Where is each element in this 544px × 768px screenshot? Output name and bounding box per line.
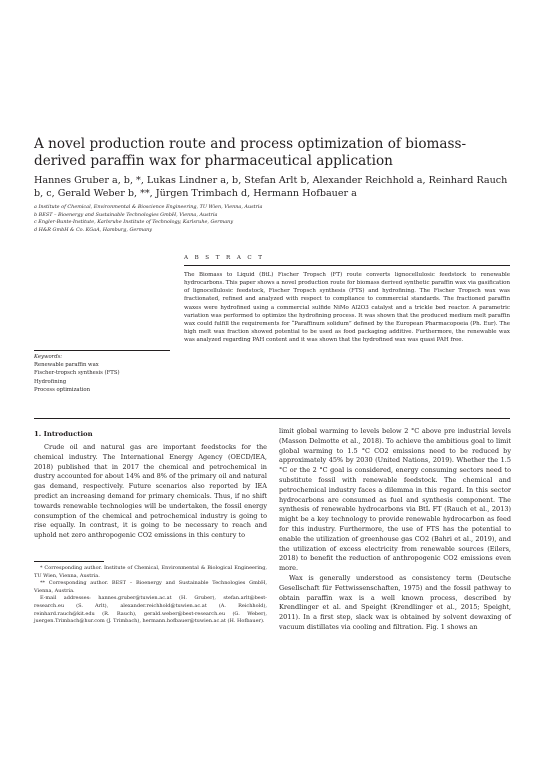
affiliation-a: a Institute of Chemical, Environmental & Bioscience Engineering, TU Wien, Vienna, Austria [34, 204, 263, 210]
section-heading-introduction: 1. Introduction [34, 430, 93, 438]
keyword-item: Process optimization [34, 386, 90, 393]
keywords-block [34, 353, 174, 394]
footnote-corresponding-2: ** Corresponding author. BEST – Bioenergy and Sustainable Technologies GmbH, Vienna, Austria. [34, 580, 267, 594]
introduction-paragraph-3: Wax is generally understood as consistency term (Deutsche Gesellschaft für Fettwissenschaften, 1975) and the fossil pathway to obtain paraffin wax is a well known process, described by Krendlinger et al. and Speight (Krendlinger et al., 2015; Speight, 2011). In a first step, slack wax is obtained by solvent dewaxing of vacuum distillates via cooling and filtration. Fig. 1 shows an [279, 573, 511, 631]
article-title: A novel production route and process optimization of biomass-derived paraffin wax for pharmaceutical application [34, 136, 467, 169]
footnote-emails: E-mail addresses: hannes.gruber@tuwien.ac.at (H. Gruber), stefan.arlt@best-research.eu (S. Arlt), alexander.reichhold@tuwien.ac.at (A. Reichhold), reinhard.rauch@kit.edu (R. Rauch), gerald.weber@best-research.eu (G. Weber), juergen.Trimbach@hur.com (J. Trimbach), hermann.hofbauer@tuwien.ac.at (H. Hofbauer). [34, 595, 267, 625]
footnote-corresponding-1: * Corresponding author. Institute of Chemical, Environmental & Biological Engineering, TU Wien, Vienna, Austria. [34, 565, 267, 579]
author-list: Hannes Gruber a, b, *, Lukas Lindner a, b, Stefan Arlt b, Alexander Reichhold a, Reinhard Rauch b, c, Gerald Weber b, **, Jürgen Trimbach d, Hermann Hofbauer a [34, 175, 508, 199]
affiliations [34, 204, 514, 234]
abstract-divider [184, 265, 510, 266]
footnote-divider [34, 561, 104, 562]
keyword-item: Renewable paraffin wax [34, 362, 99, 369]
abstract-heading: A B S T R A C T [184, 255, 265, 261]
keywords-divider [34, 350, 170, 351]
affiliation-b: b BEST – Bioenergy and Sustainable Technologies GmbH, Vienna, Austria [34, 211, 218, 218]
section-divider [34, 418, 510, 419]
abstract-text: The Biomass to Liquid (BtL) Fischer Tropsch (FT) route converts lignocellulosic feedstock to renewable hydrocarbons. This paper shows a novel production route for biomass derived synthetic paraffin wax via gasification of lignocellulosic feedstock, Fischer Tropsch synthesis (FTS) and hydrofining. The Fischer Tropsch wax was fractionated, refined and analyzed with respect to compliance to commercial standards. The fractioned paraffin waxes were hydrofined using a commercial sulfide NiMo Al2O3 catalyst and a trickle bed reactor. A parametric variation was performed to optimize the hydrofining process. It was shown that the produced medium melt paraffin wax could fulfill the requirements for “Paraffinum solidum” defined by the European Pharmacopoeia (Ph. Eur). The high melt wax fraction showed potential to be used as food packaging additive. Furthermore, the renewable wax was analyzed regarding PAH content and it was shown that the hydrofined wax was quasi PAH free. [184, 272, 510, 344]
keyword-item: Fischer-tropsch synthesis (FTS) [34, 370, 120, 377]
keyword-item: Hydrofining [34, 378, 67, 385]
affiliation-d: d H&R GmbH & Co. KGaA, Hamburg, Germany [34, 226, 153, 233]
right-column [279, 427, 511, 633]
introduction-paragraph-1: Crude oil and natural gas are important feedstocks for the chemical industry. The International Energy Agency (OECD/IEA, 2018) published that in 2017 the chemical and petrochemical in dustry accounted for about 14% and 8% of the primary oil and natural gas demand, respectively. Future scenarios also reported by IEA predict an increasing demand for primary chemicals. Thus, if no shift towards renewable technologies will be undertaken, the fossil energy consumption of the chemical and petrochemical industry is going to rise equally. In contrast, it is going to be necessary to reach and uphold net zero anthropogenic CO2 emissions in this century to [34, 443, 267, 540]
introduction-paragraph-2: limit global warming to levels below 2 °C above pre industrial levels (Masson Delmotte et al., 2018). To achieve the ambitious goal to limit global warming to 1.5 °C CO2 emissions need to be reduced by approximately 45% by 2030 (United Nations, 2019). Whether the 1.5 °C or the 2 °C goal is considered, energy consuming sectors need to substitute fossil with renewable feedstock. The chemical and petrochemical industry faces a dilemma in this regard. In this sector hydrocarbons are consumed as fuel and synthesis component. The synthesis of renewable hydrocarbons via BtL FT (Rauch et al., 2013) might be a key technology to provide renewable hydrocarbon as feed for this industry. Furthermore, the use of FTS has the potential to enable the utilization of greenhouse gas CO2 (Bahri et al., 2019), and the utilization of excess electricity from renewable sources (Eilers, 2018) to benefit the reduction of anthropogenic CO2 emissions even more. [279, 427, 511, 573]
keywords-heading: Keywords: [34, 354, 63, 360]
affiliation-c: c Engler-Bunte-Institute, Karlsruhe Institute of Technology, Karlsruhe, Germany [34, 219, 234, 226]
footnotes [34, 565, 267, 626]
